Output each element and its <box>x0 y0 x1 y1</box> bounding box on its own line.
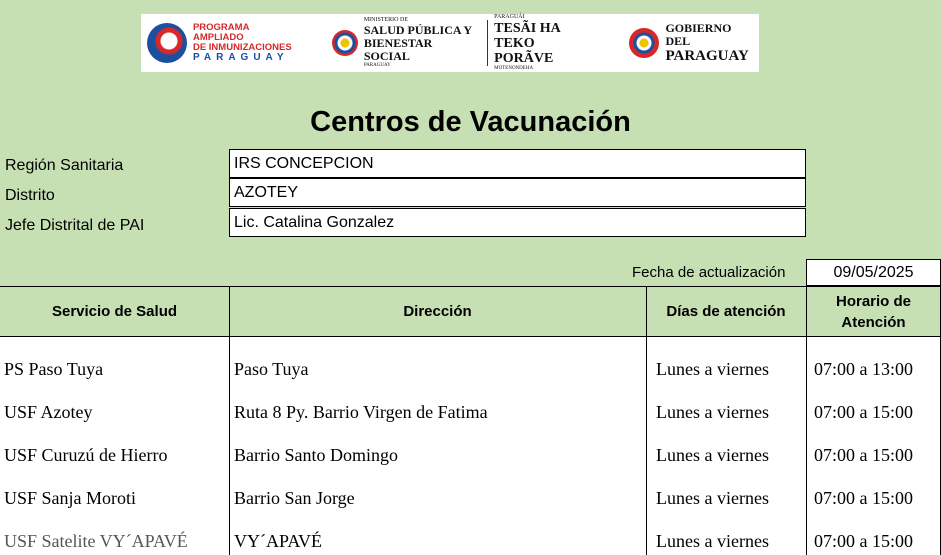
tesai-logo <box>494 14 603 72</box>
gobierno-logo-line1: GOBIERNO DEL <box>665 21 732 48</box>
cell-horario: 07:00 a 13:00 <box>814 359 913 379</box>
cell-dias: Lunes a viernes <box>656 359 769 379</box>
cell-servicio: PS Paso Tuya <box>4 359 104 379</box>
cell-direccion: Paso Tuya <box>234 359 309 379</box>
paraguay-seal-icon <box>332 30 358 56</box>
cell-dias: Lunes a viernes <box>656 445 769 465</box>
page-title: Centros de Vacunación <box>310 106 631 138</box>
table-body <box>0 337 941 555</box>
table-row <box>0 466 941 509</box>
cell-servicio: USF Sanja Moroti <box>4 488 137 508</box>
pai-logo-line1: PROGRAMA AMPLIADO <box>192 22 250 43</box>
cell-direccion: Barrio Santo Domingo <box>234 445 398 465</box>
distrito-value: AZOTEY <box>229 178 806 207</box>
column-divider <box>806 286 807 555</box>
column-divider <box>646 286 647 555</box>
msp-logo-line3: BIENESTAR SOCIAL <box>363 36 433 63</box>
logo-banner <box>141 14 759 72</box>
tesai-logo-line2: TESÃI HA TEKO <box>494 21 560 51</box>
header-direccion: Dirección <box>403 303 472 320</box>
pai-logo-line3: PARAGUAY <box>192 52 289 63</box>
logo-divider <box>487 20 488 66</box>
msp-logo <box>332 14 481 72</box>
cell-direccion: Ruta 8 Py. Barrio Virgen de Fatima <box>234 402 488 422</box>
pai-logo-line2: DE INMUNIZACIONES <box>192 42 292 53</box>
table-header <box>0 286 941 337</box>
tesai-logo-line3: PORÃVE <box>494 51 554 66</box>
pai-logo <box>141 14 302 72</box>
header-horario: Horario de Atención <box>835 292 911 331</box>
cell-horario: 07:00 a 15:00 <box>814 531 913 551</box>
msp-logo-line2: SALUD PÚBLICA Y <box>363 23 473 37</box>
cell-servicio: USF Azotey <box>4 402 93 422</box>
tesai-logo-line4: MOTENONDEHA <box>494 66 534 71</box>
cell-direccion: Barrio San Jorge <box>234 488 355 508</box>
cell-direccion: VY´APAVÉ <box>234 531 323 551</box>
column-divider <box>229 286 230 555</box>
jefe-value: Lic. Catalina Gonzalez <box>229 208 806 237</box>
fecha-label: Fecha de actualización <box>632 264 786 281</box>
cell-dias: Lunes a viernes <box>656 488 769 508</box>
msp-logo-line1: MINISTERIO DE <box>363 17 409 23</box>
gobierno-logo <box>629 14 759 72</box>
distrito-label: Distrito <box>5 187 55 204</box>
cell-dias: Lunes a viernes <box>656 402 769 422</box>
table-row <box>0 380 941 423</box>
header-servicio: Servicio de Salud <box>51 303 178 320</box>
table-row <box>0 509 941 552</box>
region-label: Región Sanitaria <box>5 157 124 174</box>
pai-emblem-icon <box>147 23 187 63</box>
tesai-logo-line1: PARAGUÁI <box>494 14 525 20</box>
cell-horario: 07:00 a 15:00 <box>814 402 913 422</box>
region-value: IRS CONCEPCION <box>229 149 806 178</box>
gobierno-seal-icon <box>629 28 659 58</box>
table-row <box>0 337 941 380</box>
fecha-value: 09/05/2025 <box>806 259 941 286</box>
jefe-label: Jefe Distrital de PAI <box>5 217 145 234</box>
cell-horario: 07:00 a 15:00 <box>814 488 913 508</box>
msp-logo-line4: PARAGUAY <box>363 63 391 68</box>
cell-servicio: USF Satelite VY´APAVÉ <box>4 531 188 551</box>
cell-dias: Lunes a viernes <box>656 531 769 551</box>
gobierno-logo-line2: PARAGUAY <box>665 48 749 64</box>
header-dias: Días de atención <box>666 303 786 320</box>
cell-servicio: USF Curuzú de Hierro <box>4 445 168 465</box>
cell-horario: 07:00 a 15:00 <box>814 445 913 465</box>
table-row <box>0 423 941 466</box>
